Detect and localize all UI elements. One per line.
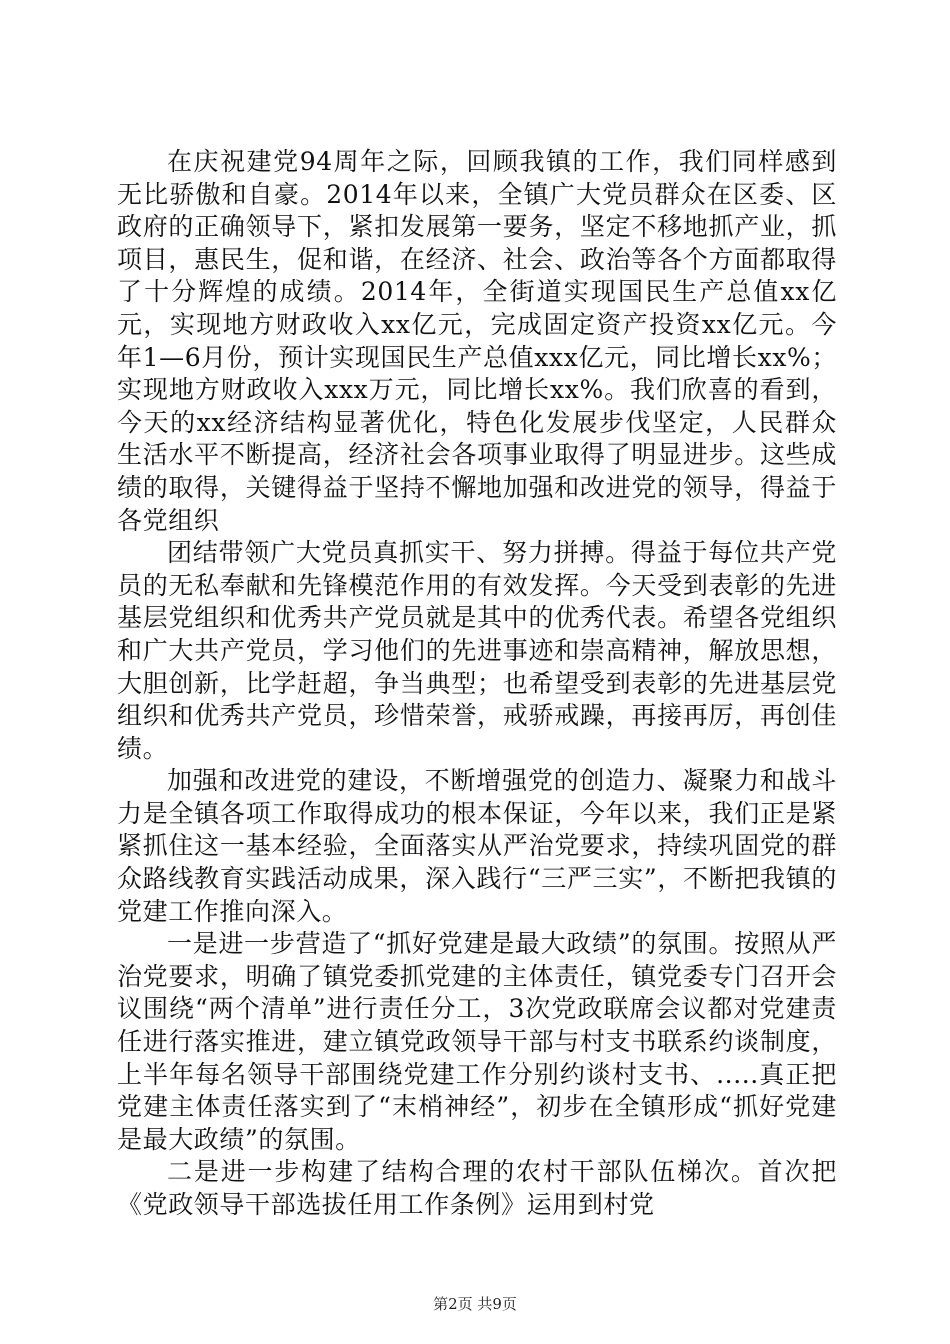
document-body [117,146,837,1222]
paragraph-1: 在庆祝建党94周年之际，回顾我镇的工作，我们同样感到无比骄傲和自豪。2014年以来，全镇广大党员群众在区委、区政府的正确领导下，紧扣发展第一要务，坚定不移地抓产业，抓项目，惠民生，促和谐，在经济、社会、政治等各个方面都取得了十分辉煌的成绩。2014年，全街道实现国民生产总值xx亿元，实现地方财政收入xx亿元，完成固定资产投资xx亿元。今年1—6月份，预计实现国民生产总值xxx亿元，同比增长xx%；实现地方财政收入xxx万元，同比增长xx%。我们欣喜的看到，今天的xx经济结构显著优化，特色化发展步伐坚定，人民群众生活水平不断提高，经济社会各项事业取得了明显进步。这些成绩的取得，关键得益于坚持不懈地加强和改进党的领导，得益于各党组织 [117,147,837,535]
paragraph-4: 一是进一步营造了“抓好党建是最大政绩”的氛围。按照从严治党要求，明确了镇党委抓党建的主体责任，镇党委专门召开会议围绕“两个清单”进行责任分工，3次党政联席会议都对党建责任进行落实推进，建立镇党政领导干部与村支书联系约谈制度，上半年每名领导干部围绕党建工作分别约谈村支书、.....真正把党建主体责任落实到了“末梢神经”，初步在全镇形成“抓好党建是最大政绩”的氛围。 [117,929,837,1154]
paragraph-3: 加强和改进党的建设，不断增强党的创造力、凝聚力和战斗力是全镇各项工作取得成功的根本保证，今年以来，我们正是紧紧抓住这一基本经验，全面落实从严治党要求，持续巩固党的群众路线教育实践活动成果，深入践行“三严三实”，不断把我镇的党建工作推向深入。 [117,766,837,926]
page-number-footer: 第2页 共9页 [433,1295,517,1313]
paragraph-2: 团结带领广大党员真抓实干、努力拼搏。得益于每位共产党员的无私奉献和先锋模范作用的有效发挥。今天受到表彰的先进基层党组织和优秀共产党员就是其中的优秀代表。希望各党组织和广大共产党员，学习他们的先进事迹和崇高精神，解放思想，大胆创新，比学赶超，争当典型；也希望受到表彰的先进基层党组织和优秀共产党员，珍惜荣誉，戒骄戒躁，再接再厉，再创佳绩。 [117,538,837,763]
paragraph-5: 二是进一步构建了结构合理的农村干部队伍梯次。首次把《党政领导干部选拔任用工作条例》运用到村党 [117,1157,837,1219]
